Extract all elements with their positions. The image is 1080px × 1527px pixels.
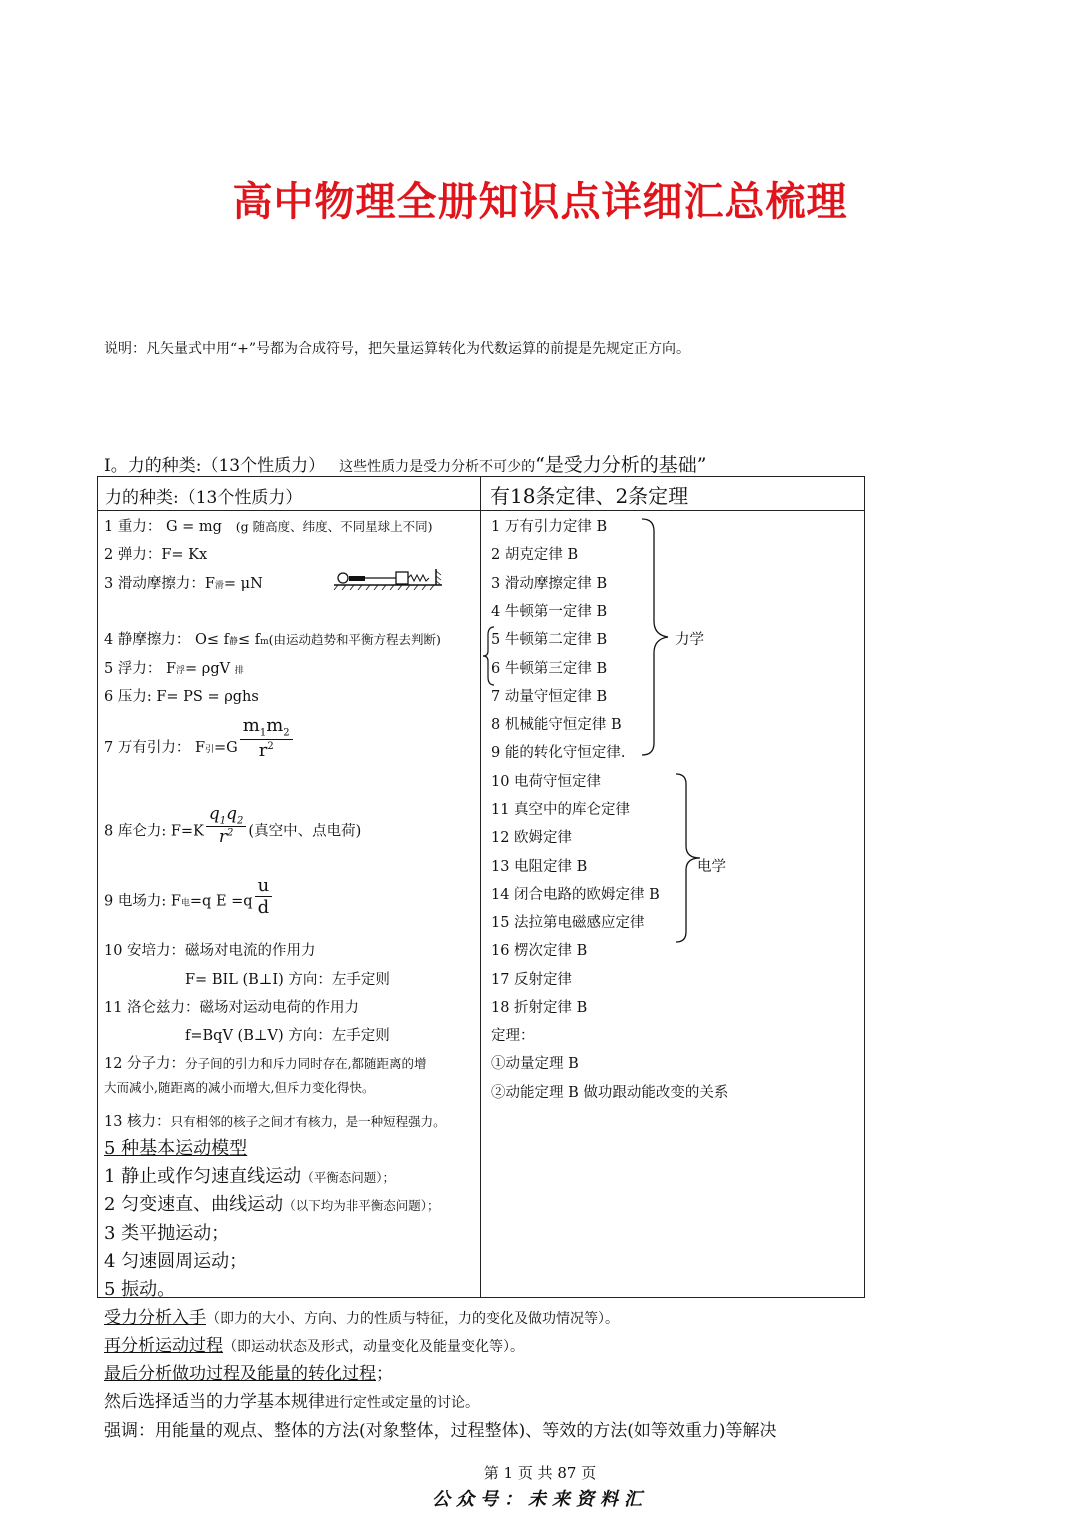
law-item: 5 牛顿第二定律 B [491, 632, 608, 648]
force-buoyancy: 5 浮力： F浮= ρgV 排 [104, 661, 244, 677]
motion-model-4: 4 匀速圆周运动； [104, 1251, 248, 1272]
motion-model-2: 2 匀变速直、曲线运动（以下均为非平衡态问题）； [104, 1194, 440, 1215]
force-ampere-formula: F= BIL (B⊥I) 方向：左手定则 [185, 972, 390, 988]
intro-note: 说明：凡矢量式中用“+”号都为合成符号，把矢量运算转化为代数运算的前提是先规定正方向。 [104, 341, 691, 357]
force-molecular: 12 分子力：分子间的引力和斥力同时存在,都随距离的增 [104, 1056, 427, 1072]
motion-models-title: 5 种基本运动模型 [104, 1138, 248, 1159]
left-column-header: 力的种类:（13个性质力） [105, 488, 303, 508]
page-number: 第 1 页 共 87 页 [483, 1464, 597, 1482]
theorem-item: ①动量定理 B [491, 1056, 579, 1072]
page-title: 高中物理全册知识点详细汇总梳理 [232, 178, 848, 225]
header-divider [98, 510, 864, 511]
right-column-header: 有18条定律、2条定理 [490, 484, 689, 508]
law-item: 13 电阻定律 B [491, 859, 588, 875]
force-gravitation: 7 万有引力： F引=G $\frac{m_1m_2}{r^2}$ [104, 725, 295, 771]
section-title: Ⅰ。力的种类:（13个性质力） [104, 456, 326, 476]
force-elastic: 2 弹力：F= Kx [104, 547, 208, 563]
friction-diagram [332, 567, 446, 591]
law-item: 7 动量守恒定律 B [491, 689, 608, 705]
law-item: 18 折射定律 B [491, 1000, 588, 1016]
law-item: 12 欧姆定律 [491, 830, 573, 846]
forces-laws-table [97, 476, 865, 1298]
section-heading [104, 450, 707, 477]
gravitation-fraction: $\frac{m_1m_2}{r^2}$ [240, 715, 293, 761]
group-label-mechanics: 力学 [675, 632, 704, 648]
force-molecular-note: 大而减小,随距离的减小而增大,但斥力变化得快。 [104, 1080, 375, 1095]
column-divider [480, 477, 481, 1297]
force-sliding-friction: 3 滑动摩擦力：F滑= μN [104, 576, 263, 592]
summary-line-1: 受力分析入手（即力的大小、方向、力的性质与特征，力的变化及做功情况等）。 [104, 1308, 619, 1328]
theorems-title: 定理： [491, 1028, 535, 1044]
coulomb-fraction: $\frac{q_1q_2}{r^2}$ [206, 804, 247, 847]
force-lorentz-formula: f=BqV (B⊥V) 方向：左手定则 [185, 1028, 390, 1044]
force-nuclear: 13 核力：只有相邻的核子之间才有核力，是一种短程强力。 [104, 1114, 446, 1130]
electric-fraction: $\frac{u}{d}$ [255, 875, 273, 918]
mechanics-brace [638, 517, 678, 757]
law-item: 10 电荷守恒定律 [491, 774, 602, 790]
force-static-friction: 4 静摩擦力： O≤ f静≤ fm(由运动趋势和平衡方程去判断) [104, 632, 441, 648]
section-subtitle: 这些性质力是受力分析不可少的 [339, 459, 536, 475]
summary-line-3: 最后分析做功过程及能量的转化过程； [104, 1364, 393, 1384]
force-pressure: 6 压力: F= PS = ρghs [104, 689, 259, 705]
force-gravity: 1 重力： G = mg (g 随高度、纬度、不同星球上不同) [104, 519, 433, 535]
motion-model-5: 5 振动。 [104, 1279, 176, 1300]
law-item: 4 牛顿第一定律 B [491, 604, 608, 620]
force-ampere: 10 安培力：磁场对电流的作用力 [104, 943, 316, 959]
law-item: 2 胡克定律 B [491, 547, 579, 563]
summary-line-5: 强调：用能量的观点、整体的方法(对象整体，过程整体)、等效的方法(如等效重力)等解决 [104, 1421, 777, 1441]
law-item: 14 闭合电路的欧姆定律 B [491, 887, 660, 903]
law-item: 8 机械能守恒定律 B [491, 717, 622, 733]
law-item: 17 反射定律 [491, 972, 573, 988]
summary-line-2: 再分析运动过程（即运动状态及形式，动量变化及能量变化等）。 [104, 1336, 524, 1356]
footer-watermark: 公众号：未来资料汇 [432, 1489, 648, 1510]
law-item: 16 楞次定律 B [491, 943, 588, 959]
law-item: 3 滑动摩擦定律 B [491, 576, 608, 592]
motion-model-1: 1 静止或作匀速直线运动（平衡态问题）； [104, 1166, 395, 1187]
law-item: 1 万有引力定律 B [491, 519, 608, 535]
summary-line-4: 然后选择适当的力学基本规律进行定性或定量的讨论。 [104, 1392, 479, 1412]
motion-model-3: 3 类平抛运动； [104, 1223, 230, 1244]
section-quote: “是受力分析的基础” [535, 454, 707, 476]
group-label-electric: 电学 [697, 859, 726, 875]
theorem-item: ②动能定理 B 做功跟动能改变的关系 [491, 1085, 729, 1101]
law-item: 6 牛顿第三定律 B [491, 661, 608, 677]
law-item: 9 能的转化守恒定律. [491, 745, 626, 761]
force-electric-field: 9 电场力: F电=q E =q $\frac{u}{d}$ [104, 880, 274, 923]
mechanics-left-brace [482, 625, 496, 687]
force-lorentz: 11 洛仑兹力：磁场对运动电荷的作用力 [104, 1000, 360, 1016]
law-item: 11 真空中的库仑定律 [491, 802, 631, 818]
law-item: 15 法拉第电磁感应定律 [491, 915, 645, 931]
force-coulomb: 8 库仑力: F=K $\frac{q_1q_2}{r^2}$ (真空中、点电荷) [104, 804, 362, 848]
